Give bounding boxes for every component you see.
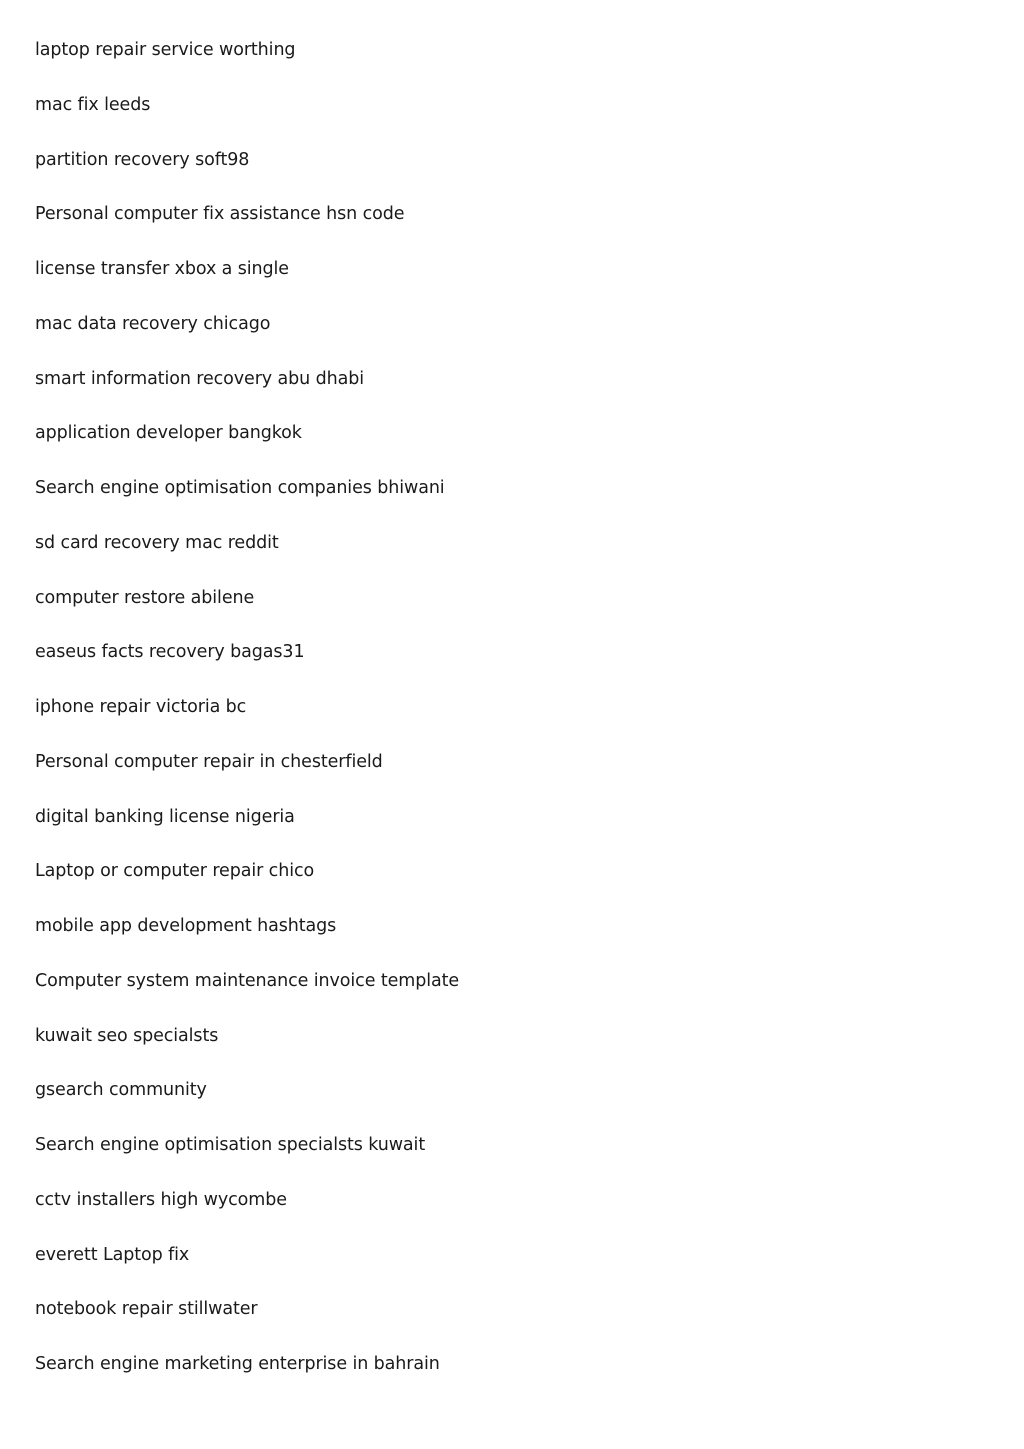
list-item <box>35 89 459 144</box>
list-item <box>35 34 459 89</box>
link-text[interactable]: laptop repair service worthing <box>35 40 296 60</box>
link-text[interactable]: Search engine optimisation specialsts kuwait <box>35 1135 426 1155</box>
list-item <box>35 1129 459 1184</box>
link-text[interactable]: Laptop or computer repair chico <box>35 861 315 882</box>
list-item <box>35 1293 459 1348</box>
link-text[interactable]: Computer system maintenance invoice template <box>35 970 460 991</box>
list-item <box>35 582 459 637</box>
link-text[interactable]: mac data recovery chicago <box>35 313 271 334</box>
list-item <box>35 691 459 746</box>
link-text[interactable]: notebook repair stillwater <box>35 1299 258 1320</box>
list-item <box>35 198 459 253</box>
list-item <box>35 855 459 910</box>
link-text[interactable]: Search engine optimisation companies bhiwani <box>35 478 445 498</box>
link-text[interactable]: cctv installers high wycombe <box>35 1189 287 1210</box>
list-item <box>35 1348 459 1403</box>
list-item <box>35 527 459 582</box>
list-item <box>35 636 459 691</box>
link-list <box>35 34 459 1403</box>
list-item <box>35 363 459 418</box>
link-text[interactable]: computer restore abilene <box>35 587 255 608</box>
link-text[interactable]: Search engine marketing enterprise in bahrain <box>35 1354 440 1374</box>
list-item <box>35 144 459 199</box>
link-text[interactable]: mac fix leeds <box>35 94 151 115</box>
list-item <box>35 1184 459 1239</box>
list-item <box>35 1239 459 1294</box>
link-text[interactable]: application developer bangkok <box>35 423 302 444</box>
link-text[interactable]: iphone repair victoria bc <box>35 697 247 717</box>
list-item <box>35 1074 459 1129</box>
link-text[interactable]: digital banking license nigeria <box>35 806 295 827</box>
list-item <box>35 472 459 527</box>
list-item <box>35 253 459 308</box>
link-text[interactable]: kuwait seo specialsts <box>35 1025 219 1046</box>
list-item <box>35 746 459 801</box>
link-text[interactable]: sd card recovery mac reddit <box>35 532 279 553</box>
list-item <box>35 910 459 965</box>
list-item <box>35 965 459 1020</box>
link-text[interactable]: gsearch community <box>35 1080 207 1101</box>
link-text[interactable]: everett Laptop fix <box>35 1244 190 1265</box>
link-text[interactable]: partition recovery soft98 <box>35 149 250 170</box>
link-text[interactable]: Personal computer fix assistance hsn code <box>35 204 405 225</box>
list-item <box>35 801 459 856</box>
link-text[interactable]: mobile app development hashtags <box>35 916 337 936</box>
list-item <box>35 417 459 472</box>
link-text[interactable]: license transfer xbox a single <box>35 259 289 279</box>
link-text[interactable]: Personal computer repair in chesterfield <box>35 751 383 772</box>
link-text[interactable]: easeus facts recovery bagas31 <box>35 642 305 663</box>
list-item <box>35 308 459 363</box>
link-text[interactable]: smart information recovery abu dhabi <box>35 368 364 389</box>
list-item <box>35 1020 459 1075</box>
